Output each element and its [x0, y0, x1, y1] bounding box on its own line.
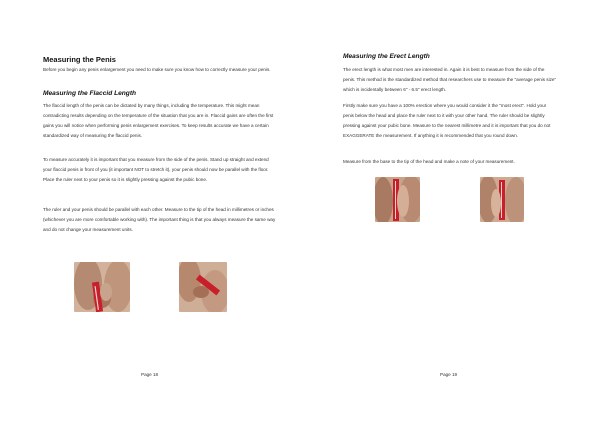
flaccid-measure-closeup-illustration — [179, 262, 227, 312]
erect-text-3: Measure from the base to the tip of the head and make a note of your measurement. — [343, 159, 515, 164]
erect-measure-illustration — [375, 177, 420, 222]
flaccid-text-2: To measure accurately it is important that you measure from the side of the penis. Stand up straight and extend your flaccid penis in front of you (it important NOT to stretch it), your penis should now be parallel with the floor. Place the ruler next to your penis so it is slightly pressing against the pubic bone. — [43, 157, 269, 182]
erect-paragraph-2 — [343, 101, 557, 141]
flaccid-text-3: The ruler and your penis should be parallel with each other. Measure to the tip of the head in millimetres or inches (whichever you are more comfortable working with). The important thing is that you always measure the same way and do not change your measurement units. — [43, 207, 276, 232]
flaccid-paragraph-2 — [43, 155, 277, 185]
page-number-right: Page 19 — [440, 372, 458, 377]
page-title: Measuring the Penis — [43, 55, 116, 64]
flaccid-paragraph-3 — [43, 205, 277, 235]
page-19 — [300, 0, 600, 424]
intro-text: Before you begin any penis enlargement you need to make sure you know how to correctly measure your penis. — [43, 67, 271, 72]
flaccid-photo-2 — [179, 262, 227, 312]
erect-heading: Measuring the Erect Length — [343, 53, 430, 60]
erect-paragraph-1 — [343, 65, 557, 95]
erect-measure-side-illustration — [480, 177, 524, 222]
flaccid-photo-1 — [74, 262, 130, 312]
erect-paragraph-3 — [343, 157, 557, 167]
page-number-left: Page 18 — [141, 372, 159, 377]
flaccid-text-1: The flaccid length of the penis can be dictated by many things, including the temperature. This might mean contradicting results depending on the temperature of the situation that you are in. Flaccid gains are often the first gains you will notice when performing penis enlargement exercises. To keep results accurate we have a certain standardized way of measuring the flaccid penis. — [43, 103, 274, 138]
intro-paragraph — [43, 65, 275, 75]
erect-photo-2 — [480, 177, 524, 222]
flaccid-paragraph-1 — [43, 101, 277, 141]
erect-text-2: Firstly make sure you have a 100% erection where you would consider it the "most erect". Hold your penis below the head and place the ruler next to it with your other hand. The ruler should be slightly pressing against your pubic bone. Measure to the nearest millimetre and it is important that you do not EXAGGERATE the measurement. If anything it is recommended that you round down. — [343, 103, 551, 138]
flaccid-measure-illustration — [74, 262, 130, 312]
erect-photo-1 — [375, 177, 420, 222]
erect-text-1: The erect length is what most men are interested in. Again it is best to measure from the side of the penis. This method is the standardized method that researchers use to measure the "average penis size" which is incidentally between 6" - 6.5" erect length. — [343, 67, 557, 92]
flaccid-heading: Measuring the Flaccid Length — [43, 90, 137, 97]
